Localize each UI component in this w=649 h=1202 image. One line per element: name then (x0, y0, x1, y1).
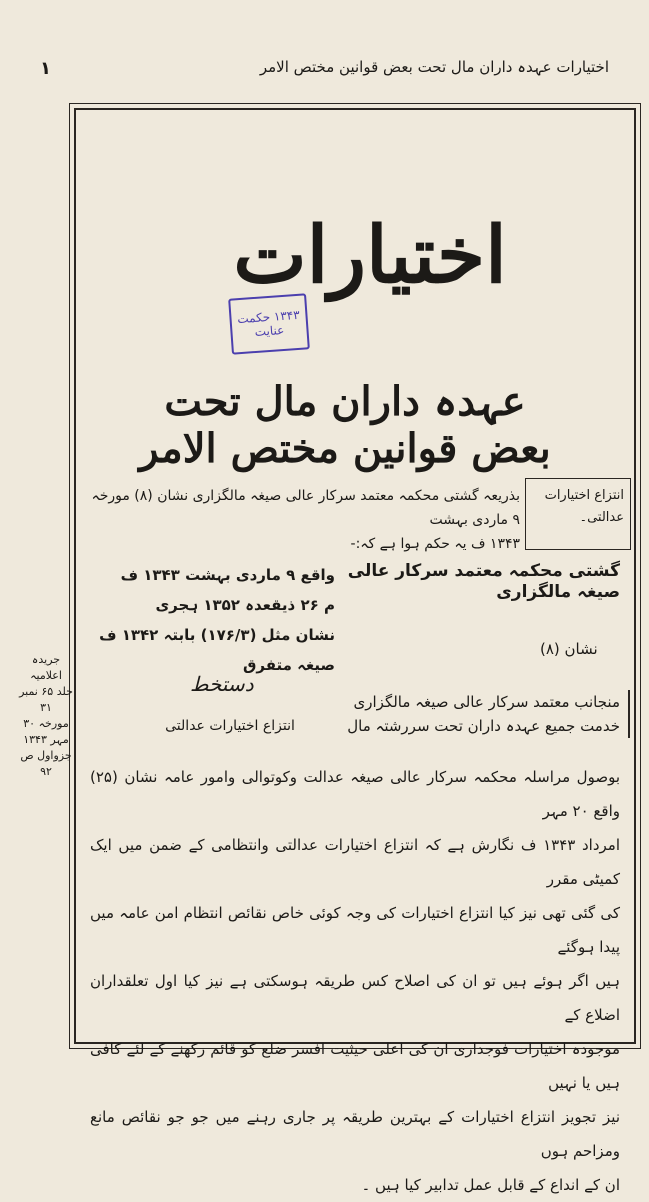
signature: دستخط (190, 672, 254, 696)
circular-issuer: گشتی محکمہ معتمد سرکار عالی صیغہ مالگزاری (347, 561, 620, 602)
body-line: موجودہ اختیارات فوجداری ان کی اعلی حیثیت افسر ضلع کو قائم رکھنے کے لئے کافی ہیں یا نہیں (90, 1040, 620, 1092)
nishan-label: نشان (۸) (540, 640, 598, 658)
running-head-text: اختیارات عہدہ داران مال تحت بعض قوانین مختص الامر (259, 58, 609, 76)
order-line-2: ۱۳۴۳ ف یہ حکم ہوا ہے کہ:- (350, 536, 520, 552)
body-line: امرداد ۱۳۴۳ ف نگارش ہے کہ انتزاع اختیارات عدالتی وانتظامی کے ضمن میں ایک کمیٹی مقرر (90, 836, 620, 888)
circular-reference (95, 560, 335, 680)
body-text (90, 760, 620, 1202)
body-line: ہیں اگر ہوئے ہیں تو ان کی اصلاح کس طریقہ ہوسکتی ہے نیز کیا اول تعلقداران اضلاع کے (90, 972, 620, 1024)
margin-line-3: مورخہ ۳۰ مہر ۱۳۴۳ (23, 717, 69, 746)
circular-date-fasli: واقع ۹ ماردی بہشت ۱۳۴۳ ف (120, 566, 335, 584)
body-line: ان کے انداع کے قابل عمل تدابیر کیا ہیں ۔ (361, 1176, 620, 1194)
page-number: ۱ (40, 58, 51, 79)
stamp-line-2: عنایت (254, 322, 285, 339)
margin-line-1: جریدہ اعلامیہ (30, 653, 62, 682)
gazette-margin-note (16, 652, 76, 780)
addressee-from: منجانب معتمد سرکار عالی صیغہ مالگزاری (353, 693, 620, 711)
side-box-line-1: انتزاع اختیارات (544, 488, 624, 503)
addressee-to: خدمت جمیع عہدہ داران تحت سررشتہ مال (347, 717, 620, 735)
side-heading-box (525, 478, 631, 550)
body-line: نیز تجویز انتزاع اختیارات کے بہترین طریقہ پر جاری رہنے میں جو جو نقائص مانع ومزاحم ہوں (90, 1108, 620, 1160)
order-line-1: بذریعہ گشتی محکمہ معتمد سرکار عالی صیغہ مالگزاری نشان (۸) مورخہ ۹ ماردی بہشت (91, 488, 520, 528)
stamp-line-1: ۱۳۴۳ حکمت (236, 307, 301, 327)
circular-file-number: نشان مثل (۱۷۶/۳) بابتہ ۱۳۴۲ ف صیغہ متفرق (99, 626, 335, 674)
subtitle: عہدہ داران مال تحت بعض قوانین مختص الامر (139, 378, 551, 472)
order-statement (80, 484, 520, 556)
body-line: بوصول مراسلہ محکمہ سرکار عالی صیغہ عدالت وکوتوالی وامور عامہ نشان (۲۵) واقع ۲۰ مہر (90, 768, 620, 820)
running-head (40, 58, 609, 79)
margin-line-2: جلد ۶۵ نمبر ۳۱ (19, 685, 73, 714)
library-stamp (228, 293, 310, 354)
side-box-line-2: عدالتی۔ (579, 510, 624, 525)
subject-line: انتزاع اختیارات عدالتی (165, 718, 295, 734)
main-title: اختیارات (233, 210, 507, 301)
margin-line-4: جزواول ص (20, 749, 72, 762)
body-line: کی گئی تھی نیز کیا انتزاع اختیارات کی وجہ کوئی خاص نقائص انتظام امن عامہ میں پیدا ہوگئے (90, 904, 620, 956)
margin-line-5: ۹۲ (40, 765, 52, 778)
addressees-block (340, 690, 630, 738)
circular-date-hijri: م ۲۶ ذیقعدہ ۱۳۵۲ ہجری (155, 596, 335, 614)
